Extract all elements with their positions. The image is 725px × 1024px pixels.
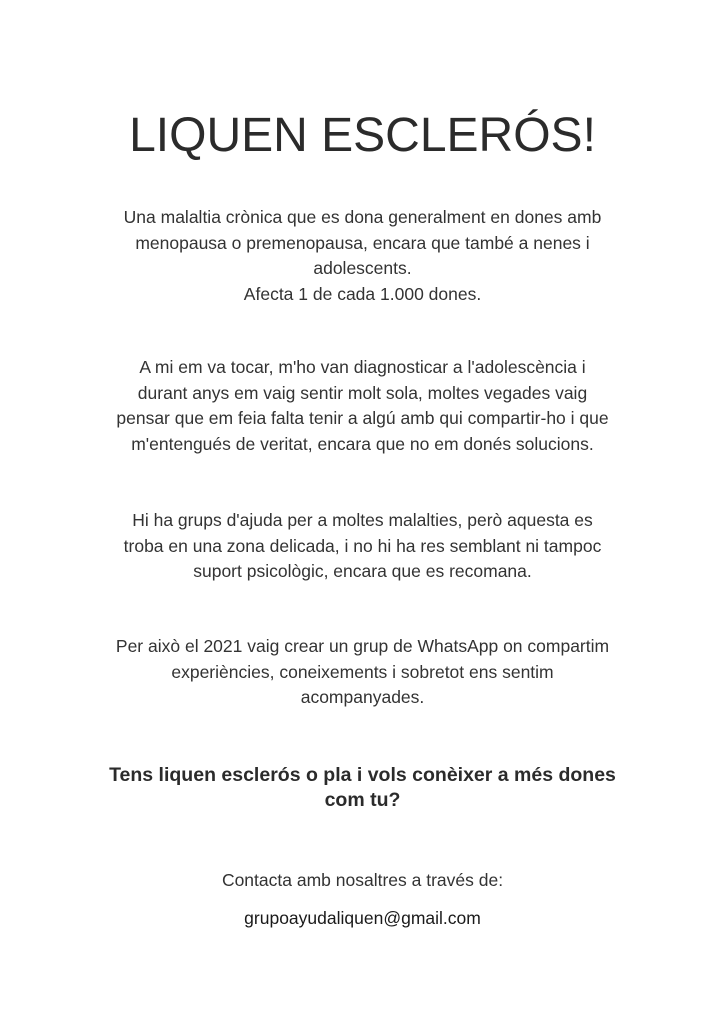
- whatsapp-group-paragraph: [70, 634, 655, 711]
- page-title: LIQUEN ESCLERÓS!: [129, 109, 596, 162]
- story-line-4: m'entengués de veritat, encara que no em donés solucions.: [131, 433, 594, 454]
- whatsapp-line-3: acompanyades.: [300, 687, 425, 707]
- contact-text: Contacta amb nosaltres a través de:: [221, 870, 504, 890]
- question-line-1: Tens liquen esclerós o pla i vols conèixer a més dones: [109, 764, 616, 786]
- contact-email: grupoayudaliquen@gmail.com: [244, 908, 481, 928]
- intro-line-3: adolescents.: [313, 258, 412, 278]
- whatsapp-line-2: experiències, coneixements i sobretot ens sentim: [171, 661, 554, 682]
- support-line-3: suport psicològic, encara que es recomana.: [193, 561, 532, 581]
- story-line-3: pensar que em feia falta tenir a algú amb qui compartir-ho i que: [116, 408, 609, 428]
- personal-story-paragraph: [70, 355, 655, 457]
- intro-line-4: Afecta 1 de cada 1.000 dones.: [243, 283, 482, 304]
- whatsapp-line-1: Per això el 2021 vaig crear un grup de WhatsApp on compartim: [115, 636, 610, 656]
- intro-line-2: menopausa o premenopausa, encara que també a nenes i: [135, 232, 590, 253]
- story-line-2: durant anys em vaig sentir molt sola, moltes vegades vaig: [137, 382, 588, 403]
- story-line-1: A mi em va tocar, m'ho van diagnosticar a l'adolescència i: [139, 357, 586, 377]
- intro-line-1: Una malaltia crònica que es dona generalment en dones amb: [123, 207, 602, 227]
- support-groups-paragraph: [70, 508, 655, 585]
- support-line-2: troba en una zona delicada, i no hi ha res semblant ni tampoc: [123, 535, 602, 556]
- support-line-1: Hi ha grups d'ajuda per a moltes malalties, però aquesta es: [132, 510, 593, 530]
- call-to-action-question: [70, 763, 655, 813]
- intro-paragraph: [70, 205, 655, 307]
- question-line-2: com tu?: [324, 789, 401, 811]
